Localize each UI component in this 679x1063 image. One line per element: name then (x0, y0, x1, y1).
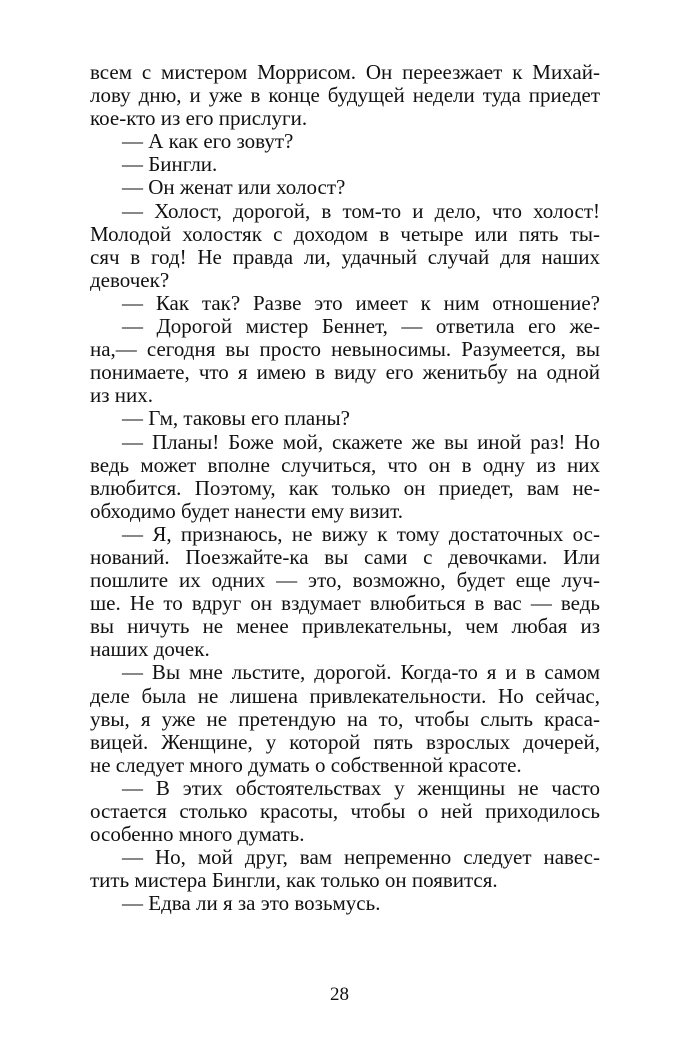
text-line: — А как его зовут? (122, 129, 294, 154)
text-line: из них. (90, 383, 154, 408)
text-line: кое-кто из его прислуги. (90, 106, 308, 131)
text-line: тить мистера Бингли, как только он появится. (90, 868, 498, 893)
text-line: — Планы! Боже мой, скажете же вы иной раз! Но (122, 429, 600, 454)
text-line: наших дочек. (90, 637, 210, 662)
text-line: Молодой холостяк с доходом в четыре или пять ты- (90, 221, 600, 246)
text-line: — В этих обстоятельствах у женщины не часто (122, 775, 600, 800)
text-line: на,— сегодня вы просто невыносимы. Разумеется, вы (90, 337, 600, 362)
text-line: — Вы мне льстите, дорогой. Когда-то я и в самом (122, 660, 600, 685)
text-line: — Бингли. (122, 152, 218, 177)
text-line: деле была не лишена привлекательности. Но сейчас, (90, 683, 600, 708)
text-line: понимаете, что я имею в виду его женитьбу на одной (90, 360, 600, 385)
text-line: вицей. Женщине, у которой пять взрослых дочерей, (90, 729, 600, 754)
text-line: — Но, мой друг, вам непременно следует навес- (122, 845, 600, 870)
text-line: — Я, признаюсь, не вижу к тому достаточных ос- (122, 521, 600, 546)
text-line: нований. Поезжайте-ка вы сами с девочками. Или (90, 544, 600, 569)
text-line: не следует много думать о собственной красоте. (90, 752, 522, 777)
text-line: остается столько красоты, чтобы о ней приходилось (90, 799, 600, 823)
text-line: пошлите их одних — это, возможно, будет еще луч- (90, 568, 600, 593)
text-line: — Дорогой мистер Беннет, — ответила его же- (122, 314, 600, 339)
text-line: — Холост, дорогой, в том-то и дело, что холост! (122, 198, 600, 223)
text-line: — Гм, таковы его планы? (122, 406, 350, 431)
body-text (90, 61, 600, 915)
text-line: обходимо будет нанести ему визит. (90, 498, 403, 523)
text-line: лову дню, и уже в конце будущей недели туда приедет (90, 83, 600, 108)
text-line: ше. Не то вдруг он вздумает влюбиться в вас — ведь (90, 591, 600, 616)
text-line: девочек? (90, 267, 170, 292)
text-line: — Он женат или холост? (122, 175, 346, 200)
text-line: увы, я уже не претендую на то, чтобы слыть краса- (90, 706, 600, 731)
text-line: особенно много думать. (90, 822, 305, 847)
text-line: — Едва ли я за это возьмусь. (122, 891, 381, 916)
text-line: сяч в год! Не правда ли, удачный случай для наших (90, 244, 600, 269)
text-line: всем с мистером Моррисом. Он переезжает к Михай- (90, 60, 600, 84)
text-line: — Как так? Разве это имеет к ним отношение? (122, 290, 600, 315)
text-line: вы ничуть не менее привлекательны, чем любая из (90, 614, 600, 639)
page-number: 28 (330, 984, 349, 1005)
text-line: влюбится. Поэтому, как только он приедет, вам не- (90, 475, 600, 500)
text-line: ведь может вполне случиться, что он в одну из них (90, 452, 600, 477)
